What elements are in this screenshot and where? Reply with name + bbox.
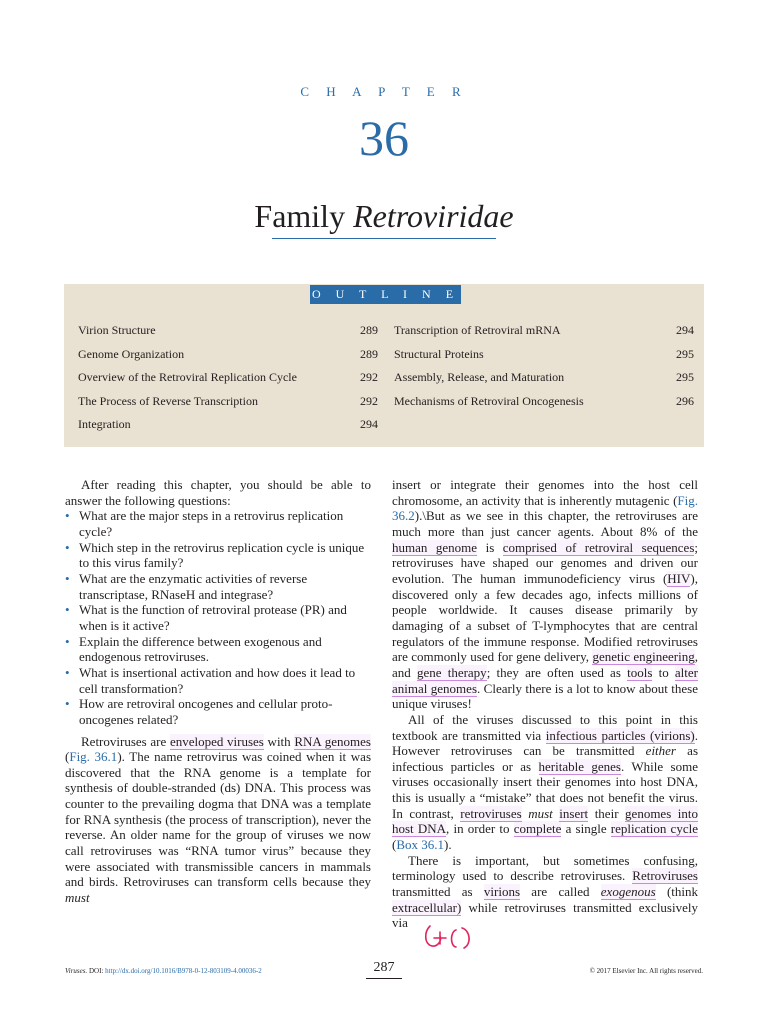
outline-entry[interactable] (394, 346, 694, 370)
question-item: • What is insertional activation and how does it lead to cell transformation? (65, 664, 356, 696)
highlight: genetic engineering (592, 649, 695, 665)
bullet-icon: • (65, 633, 70, 649)
handwritten-annotation-icon (420, 920, 480, 954)
outline-entry[interactable] (78, 416, 378, 440)
highlight: HIV (667, 570, 691, 586)
body-paragraph: There is important, but sometimes confusing, terminology used to describe retroviruses. Retroviruses transmitted as virions are called exogenous (think extracellular) while retroviruses transmitted exclusively via (392, 852, 698, 931)
left-column (65, 477, 371, 906)
copyright: © 2017 Elsevier Inc. All rights reserved. (589, 967, 703, 975)
outline-entry-page: 294 (676, 323, 694, 337)
right-column (392, 477, 698, 931)
outline-entry-page: 289 (360, 346, 378, 361)
highlight: alter animal genomes (392, 664, 698, 696)
outline-entry[interactable] (394, 393, 694, 417)
highlight: extracellular) (392, 899, 462, 915)
question-item: • What are the enzymatic activities of reverse transcriptase, RNaseH and integrase? (65, 570, 308, 602)
chapter-label: C H A P T E R (300, 84, 468, 99)
highlight: RNA genomes (294, 733, 371, 749)
bullet-icon: • (65, 602, 70, 618)
body-paragraph: insert or integrate their genomes into the host cell chromosome, an activity that is inherently mutagenic (Fig. 36.2).\But as we see in this chapter, the retroviruses are much more than just cancer agents. About 8% of the human genome is comprised of retroviral sequences; retroviruses have shaped our genomes and driven our evolution. The human immunodeficiency virus (HIV), discovered only a few decades ago, infects millions of people worldwide. It causes disease primarily by damaging of a subset of T-lymphocytes that are central regulators of the immune response. Modified retroviruses are commonly used for gene delivery, genetic engineering, and gene therapy; they are often used as tools to alter animal genomes. Clearly there is a lot to know about these unique viruses! (392, 477, 699, 712)
bullet-icon: • (65, 539, 70, 555)
outline-entry-page: 294 (360, 417, 378, 431)
bullet-icon: • (65, 570, 70, 586)
highlight: heritable genes (538, 758, 621, 774)
outline-label: O U T L I N E (310, 285, 461, 304)
box-link[interactable]: Box 36.1 (396, 837, 445, 853)
outline-entry-title[interactable]: The Process of Reverse Transcription (78, 393, 258, 408)
title-rule (272, 238, 496, 239)
question-item: • What is the function of retroviral protease (PR) and when is it active? (65, 602, 347, 633)
outline-entry-title[interactable]: Transcription of Retroviral mRNA (394, 323, 561, 337)
question-item: • Which step in the retrovirus replication cycle is unique to this virus family? (65, 539, 365, 571)
page-number: 287 (373, 960, 395, 975)
page-number-rule (366, 978, 402, 979)
highlight: retroviruses (460, 805, 522, 821)
highlight: tools (627, 664, 653, 680)
chapter-number: 36 (359, 110, 409, 166)
outline-entry-title[interactable]: Mechanisms of Retroviral Oncogenesis (394, 393, 584, 408)
highlight: human genome (392, 539, 478, 555)
question-item: • How are retroviral oncogenes and cellular proto-oncogenes related? (65, 696, 333, 727)
highlight: enveloped viruses (169, 733, 264, 749)
highlight: replication cycle (610, 821, 698, 837)
outline-entry[interactable] (78, 369, 378, 393)
body-paragraph: All of the viruses discussed to this point in this textbook are transmitted via infectious particles (virions). However retroviruses can be transmitted either as infectious particles or as heritable genes. While some viruses occasionally insert their genomes into host DNA, this is usually a “mistake” that does not benefit the virus. In contrast, retroviruses must insert their genomes into host DNA, in order to complete a single replication cycle (Box 36.1). (392, 711, 699, 853)
chapter-title-plain: Family (254, 198, 346, 234)
outline-list-right (394, 322, 694, 416)
highlight: virions (483, 884, 521, 900)
outline-entry-page: 292 (360, 370, 378, 384)
outline-entry-title[interactable]: Virion Structure (78, 323, 156, 337)
outline-entry-title[interactable]: Integration (78, 417, 131, 431)
highlight: genomes into host DNA (392, 805, 699, 837)
highlight: Retroviruses (632, 868, 698, 884)
outline-entry[interactable] (78, 322, 378, 346)
bullet-icon: • (65, 664, 70, 680)
outline-entry-title[interactable]: Genome Organization (78, 346, 185, 361)
highlight: complete (513, 821, 562, 837)
figure-link[interactable]: Fig. 36.2 (392, 492, 698, 524)
outline-entry[interactable] (394, 322, 694, 346)
figure-link[interactable]: Fig. 36.1 (69, 749, 118, 765)
intro-paragraph: After reading this chapter, you should be able to answer the following questions: (65, 477, 371, 508)
outline-list-left (78, 322, 378, 440)
chapter-title-italic: Retroviridae (353, 198, 514, 234)
outline-entry-page: 295 (676, 346, 694, 361)
question-item: • What are the major steps in a retrovirus replication cycle? (65, 508, 344, 539)
bullet-icon: • (65, 508, 70, 524)
outline-entry-page: 296 (676, 393, 694, 408)
question-list (65, 508, 371, 727)
outline-entry-title[interactable]: Assembly, Release, and Maturation (394, 370, 565, 384)
chapter-title (0, 196, 768, 236)
highlight: infectious particles (virions) (545, 727, 695, 743)
highlight: comprised of retroviral sequences (502, 539, 695, 555)
outline-entry-page: 289 (360, 323, 378, 337)
highlight: insert (559, 805, 589, 821)
outline-entry-page: 292 (360, 393, 378, 408)
footer-citation: Viruses. DOI: http://dx.doi.org/10.1016/B978-0-12-803109-4.00036-2 (65, 967, 262, 975)
doi-link[interactable]: http://dx.doi.org/10.1016/B978-0-12-803109-4.00036-2 (105, 967, 262, 975)
highlight: gene therapy (416, 664, 487, 680)
outline-entry[interactable] (78, 346, 378, 370)
highlight: exogenous (600, 884, 656, 900)
bullet-icon: • (65, 696, 70, 712)
outline-entry[interactable] (394, 369, 694, 393)
outline-entry-title[interactable]: Structural Proteins (394, 346, 484, 361)
outline-entry-title[interactable]: Overview of the Retroviral Replication Cycle (78, 370, 297, 384)
outline-entry[interactable] (78, 393, 378, 417)
question-item: • Explain the difference between exogenous and endogenous retroviruses. (65, 633, 322, 665)
outline-entry-page: 295 (676, 370, 694, 384)
body-paragraph: Retroviruses are enveloped viruses with RNA genomes (Fig. 36.1). The name retrovirus was coined when it was discovered that the RNA genome is a template for synthesis of double-stranded (ds) DNA. This process was counter to the prevailing dogma that DNA was a template for RNA synthesis (the process of transcription), never the reverse. An older name for the group of viruses we now call retroviruses was “RNA tumor virus” because they were associated with transmissible cancers in mammals and birds. Retroviruses can transform cells because they must (65, 733, 372, 906)
